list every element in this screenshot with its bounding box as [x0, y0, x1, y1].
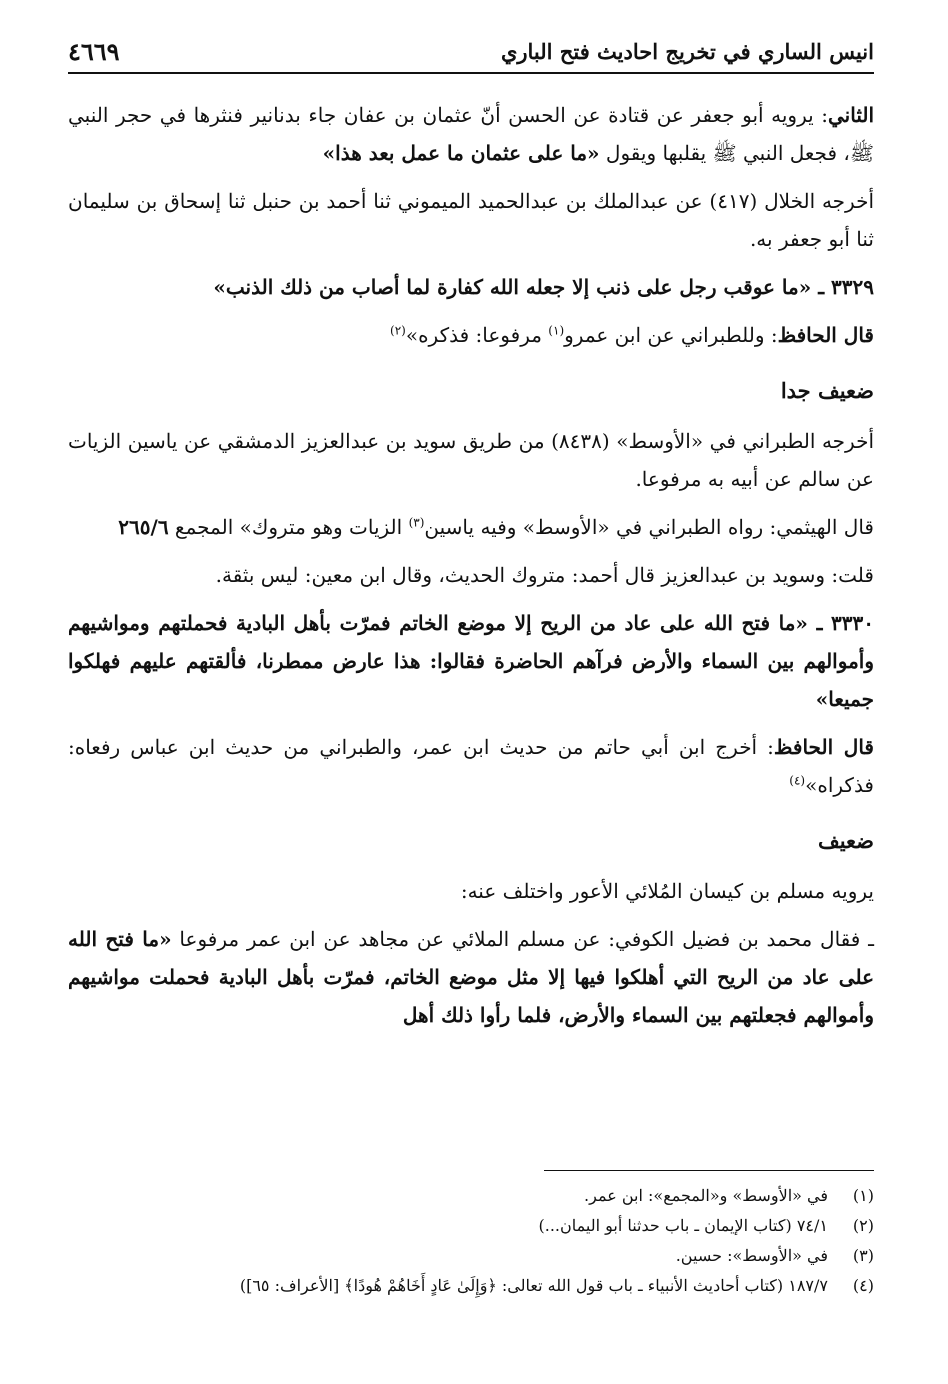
paragraph-tabarani: أخرجه الطبراني في «الأوسط» (٨٤٣٨) من طريق سويد بن عبدالعزيز الدمشقي عن ياسين الزيات عن سالم عن أبيه به مرفوعا.	[68, 429, 874, 491]
hadith-quote: «ما على عثمان ما عمل بعد هذا»	[322, 141, 600, 165]
footnote-1	[68, 1181, 874, 1211]
hadith-quote: «ما فتح الله على عاد من الريح التي أهلكوا فيها إلا مثل موضع الخاتم، فمرّت بأهل البادية فحملت مواشيهم وأموالهم فجعلتهم بين السماء والأرض، فلما رأوا ذلك أهل	[68, 927, 874, 1027]
footnote-4	[68, 1271, 874, 1301]
label-hafiz: قال الحافظ	[773, 735, 874, 759]
para-text: : وللطبراني عن ابن عمرو	[564, 323, 778, 347]
footnote-text: في «الأوسط»: حسين.	[675, 1246, 828, 1265]
footnote-divider	[544, 1170, 874, 1171]
footnote-ref-1[interactable]: (١)	[548, 323, 565, 338]
footnote-text: في «الأوسط» و«المجمع»: ابن عمر.	[584, 1186, 828, 1205]
page-number: ٤٦٦٩	[68, 36, 120, 66]
label-second: الثاني	[827, 103, 874, 127]
majma-reference: ٢٦٥/٦	[118, 515, 169, 539]
main-text	[68, 96, 874, 1044]
paragraph-qultu: قلت: وسويد بن عبدالعزيز قال أحمد: متروك الحديث، وقال ابن معين: ليس بثقة.	[215, 563, 874, 587]
footnote-number: (٤)	[852, 1276, 874, 1295]
paragraph-hafiz-2	[68, 728, 874, 804]
footnote-number: (٢)	[852, 1216, 874, 1235]
book-title: انيس الساري في تخريج احاديث فتح الباري	[500, 38, 874, 64]
hadith-text: «ما فتح الله على عاد من الريح إلا موضع الخاتم فمرّت بأهل البادية فحملتهم ومواشيهم وأموالهم بين السماء والأرض فرآهم الحاضرة فقالوا: هذا عارض ممطرنا، فألقتهم عليهم فهلكوا جميعا»	[68, 611, 874, 711]
grade-very-weak: ضعيف جدا	[780, 378, 874, 403]
hadith-number: ٣٣٢٩ ـ	[818, 275, 874, 299]
grade-weak: ضعيف	[817, 828, 874, 853]
hadith-3330	[68, 604, 874, 718]
footnotes	[68, 1170, 874, 1301]
footnote-3	[68, 1241, 874, 1271]
paragraph-second-narration	[68, 96, 874, 172]
hadith-3329	[68, 268, 874, 306]
footnote-ref-4[interactable]: (٤)	[789, 773, 806, 788]
paragraph-hafiz-1	[68, 316, 874, 354]
page	[68, 0, 874, 1384]
footnote-ref-2[interactable]: (٢)	[390, 323, 406, 338]
label-hafiz: قال الحافظ	[777, 323, 874, 347]
footnote-number: (٣)	[852, 1246, 874, 1265]
running-header	[68, 30, 874, 74]
paragraph-khallal: أخرجه الخلال (٤١٧) عن عبدالملك بن عبدالحميد الميموني ثنا أحمد بن حنبل ثنا إسحاق بن سليمان ثنا أبو جعفر به.	[68, 189, 874, 251]
para-text: : أخرج ابن أبي حاتم من حديث ابن عمر، والطبراني من حديث ابن عباس رفعاه: فذكراه»	[68, 735, 874, 797]
footnote-number: (١)	[852, 1186, 874, 1205]
footnote-2	[68, 1211, 874, 1241]
para-text: ـ فقال محمد بن فضيل الكوفي: عن مسلم الملائي عن مجاهد عن ابن عمر مرفوعا	[171, 927, 875, 951]
para-text: : يرويه أبو جعفر عن قتادة عن الحسن أنّ عثمان بن عفان جاء بدنانير فنثرها في حجر النبي ﷺ، فجعل النبي ﷺ يقلبها ويقول	[68, 103, 874, 165]
paragraph-ibn-fudayl	[68, 920, 874, 1034]
hadith-text: «ما عوقب رجل على ذنب إلا جعله الله كفارة لما أصاب من ذلك الذنب»	[213, 275, 812, 299]
hadith-number: ٣٣٣٠ ـ	[816, 611, 875, 635]
footnote-text: ٧٤/١ (كتاب الإيمان ـ باب حدثنا أبو اليمان...)	[538, 1216, 828, 1235]
paragraph-haythami	[68, 508, 874, 546]
para-text: قال الهيثمي: رواه الطبراني في «الأوسط» وفيه ياسين	[424, 515, 874, 539]
footnote-text: ١٨٧/٧ (كتاب أحاديث الأنبياء ـ باب قول الله تعالى: ﴿وَإِلَىٰ عَادٍ أَخَاهُمْ هُودًا﴾ [الأعراف: ٦٥])	[239, 1276, 828, 1295]
footnote-ref-3[interactable]: (٣)	[408, 515, 425, 530]
para-text: مرفوعا: فذكره»	[405, 323, 549, 347]
paragraph-muslim-mulai: يرويه مسلم بن كيسان المُلائي الأعور واختلف عنه:	[460, 879, 874, 903]
para-text: الزيات وهو متروك» المجمع	[168, 515, 409, 539]
